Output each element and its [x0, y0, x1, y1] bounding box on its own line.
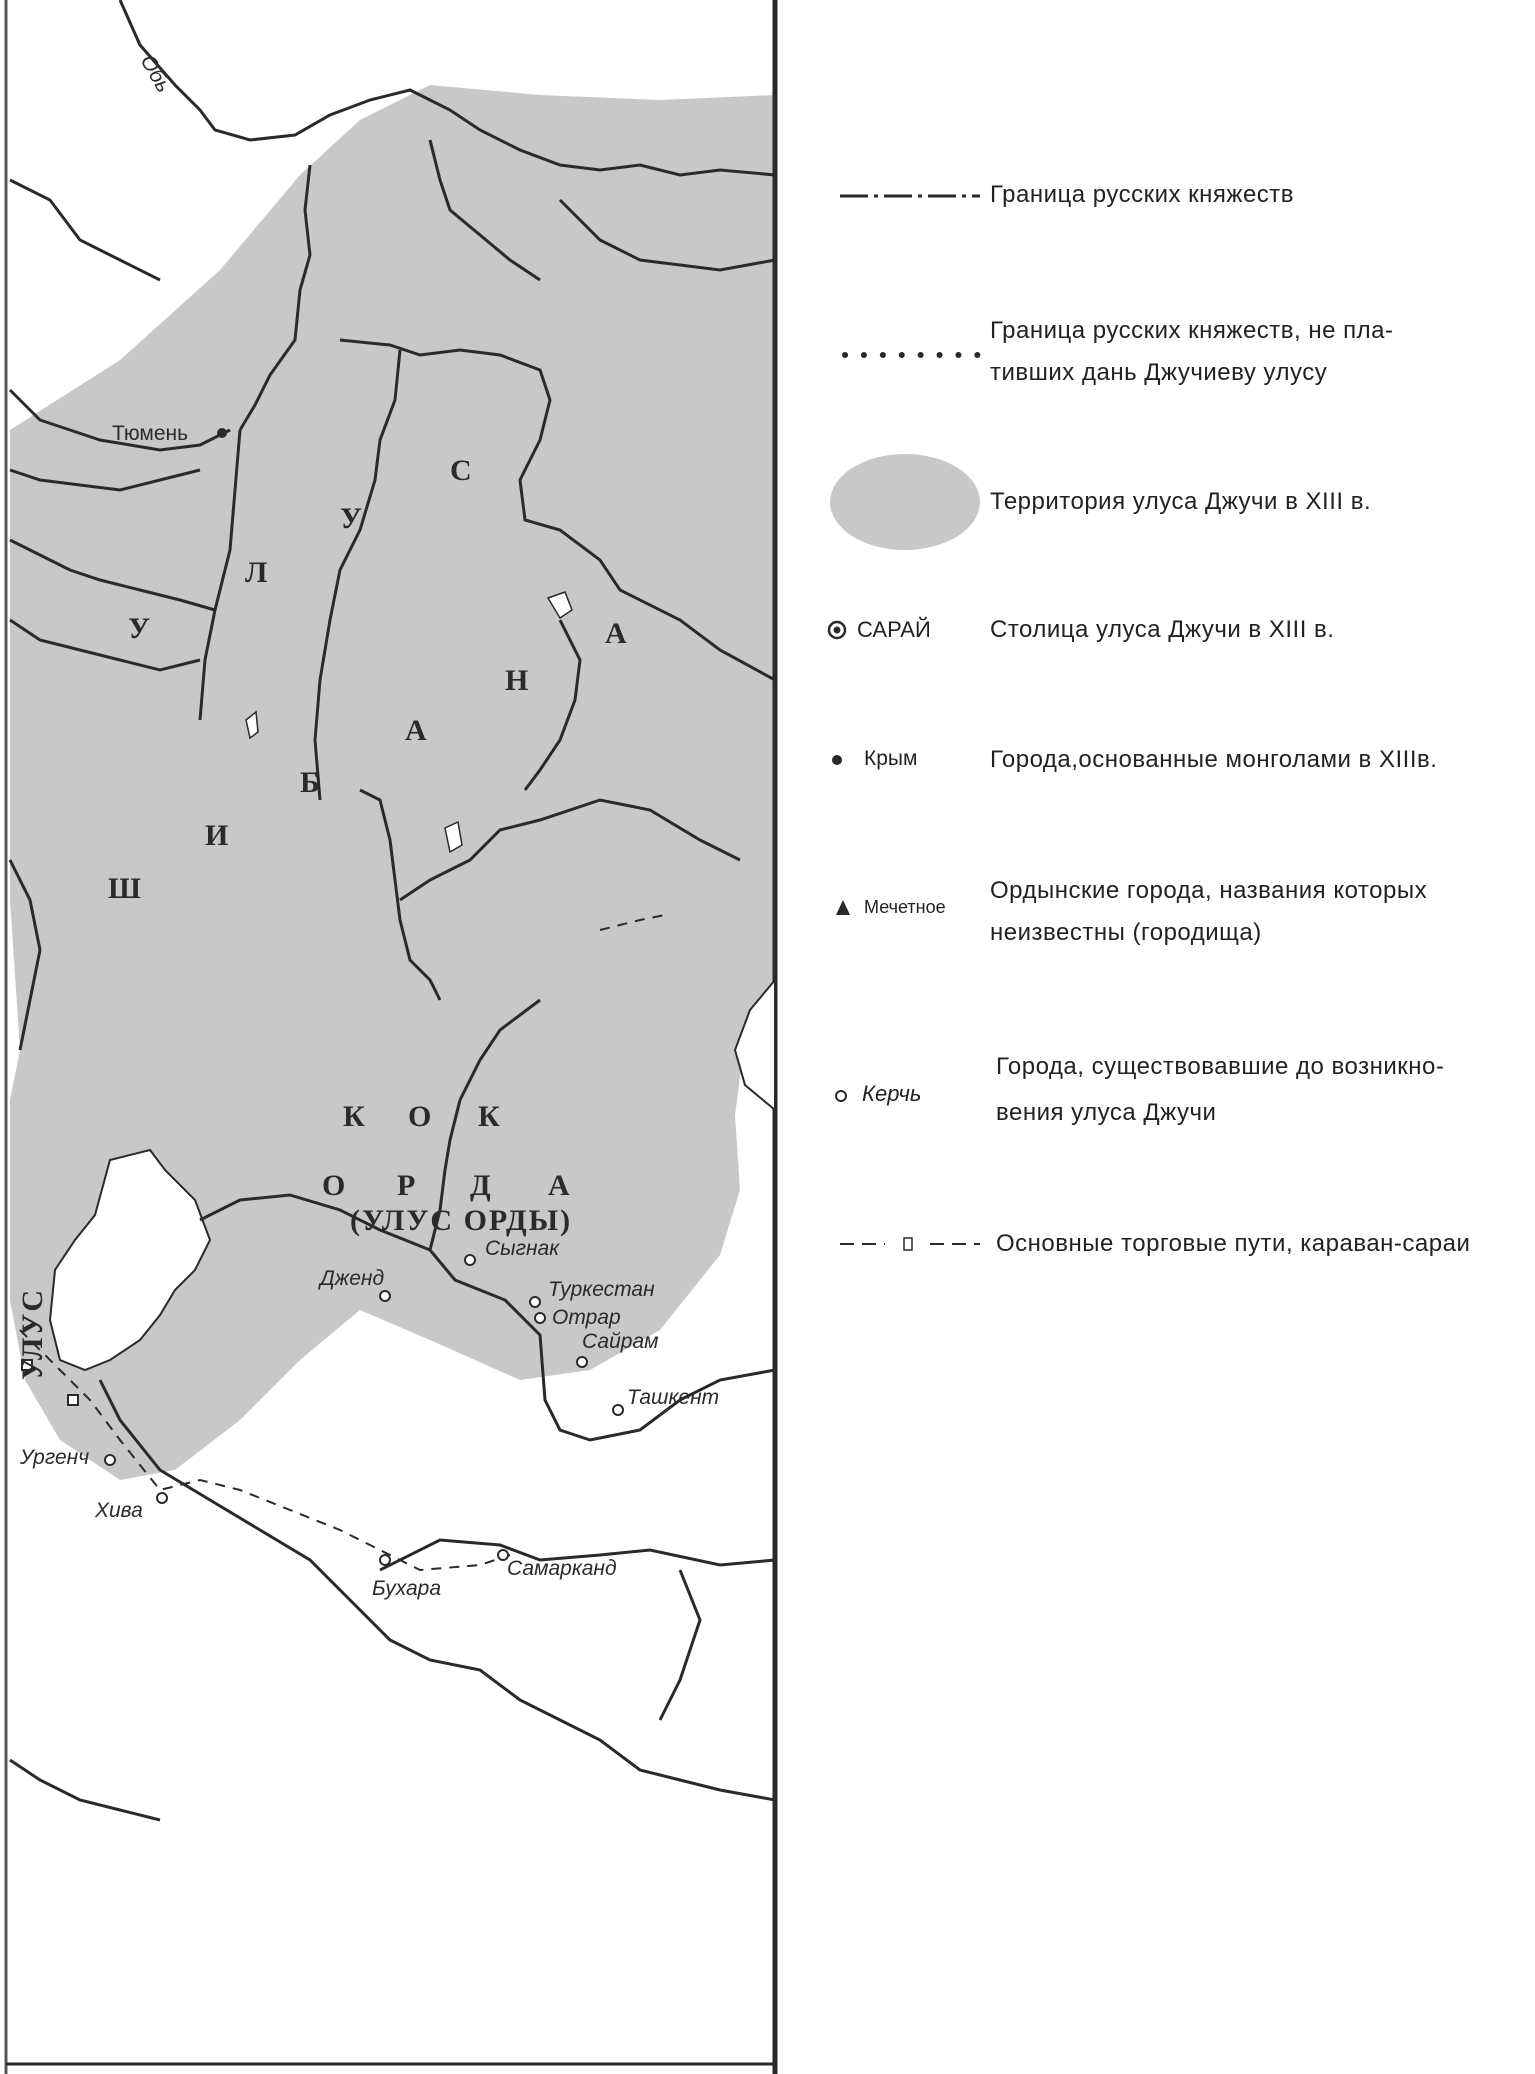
region-ulus-4: С — [450, 454, 474, 487]
region-shibana-6: А — [605, 617, 629, 650]
dzhend-marker — [380, 1291, 390, 1301]
capital-symbol — [820, 610, 990, 650]
tyumen-marker — [217, 428, 227, 438]
otrar-marker — [535, 1313, 545, 1323]
region-kok-2: О — [408, 1100, 434, 1133]
legend-text-territory: Территория улуса Джучи в XIII в. — [990, 488, 1372, 515]
urgench-marker — [105, 1455, 115, 1465]
city-label-bukhara: Бухара — [372, 1577, 442, 1600]
mongol-city-symbol — [820, 740, 990, 780]
trade-route-symbol — [840, 1224, 1010, 1264]
legend-text-border-free-2: тивших дань Джучиеву улусу — [990, 359, 1328, 386]
old-city-symbol — [820, 1074, 990, 1114]
legend-text-mongol-city: Города,основанные монголами в XIIIв. — [990, 746, 1438, 773]
old-city-symbol-label: Керчь — [862, 1081, 922, 1106]
region-orda-3: Д — [470, 1169, 493, 1202]
triangle-marker-icon — [831, 888, 855, 928]
legend-text-old-city-2: вения улуса Джучи — [996, 1099, 1217, 1126]
region-edge-ulus: УЛУС — [16, 1287, 49, 1380]
horde-city-symbol — [820, 888, 990, 928]
river-west-6 — [10, 180, 160, 280]
dot-marker-icon — [825, 740, 849, 780]
border-symbol — [820, 176, 990, 216]
turkestan-marker — [530, 1297, 540, 1307]
legend — [800, 0, 1535, 2074]
capital-symbol-label: САРАЙ — [857, 617, 931, 642]
city-label-otrar: Отрар — [552, 1306, 621, 1329]
region-ulus-1: У — [128, 612, 153, 645]
legend-text-border: Граница русских княжеств — [990, 181, 1295, 208]
dotted-border-symbol — [820, 335, 990, 375]
city-label-samarkand: Самарканд — [507, 1557, 617, 1580]
legend-text-trade: Основные торговые пути, караван-сараи — [996, 1230, 1471, 1257]
tashkent-marker — [613, 1405, 623, 1415]
city-label-tyumen: Тюмень — [112, 422, 189, 445]
region-shibana-2: И — [205, 819, 231, 852]
city-label-sairam: Сайрам — [582, 1330, 659, 1353]
capital-marker-icon — [825, 610, 849, 650]
city-label-turkestan: Туркестан — [548, 1278, 655, 1301]
sairam-marker — [577, 1357, 587, 1367]
region-orda-1: О — [322, 1169, 348, 1202]
region-shibana-3: Б — [300, 766, 322, 799]
bukhara-marker — [380, 1555, 390, 1565]
ring-marker-icon — [829, 1074, 853, 1114]
river-label-ob: Обь — [135, 51, 176, 97]
city-label-urgench: Ургенч — [20, 1446, 90, 1469]
region-ulus-2: Л — [245, 556, 270, 589]
legend-text-capital: Столица улуса Джучи в XIII в. — [990, 616, 1335, 643]
legend-text-horde-city-1: Ордынские города, названия которых — [990, 877, 1428, 904]
khiva-marker — [157, 1493, 167, 1503]
legend-text-border-free-1: Граница русских княжеств, не пла- — [990, 317, 1394, 344]
legend-text-old-city-1: Города, существовавшие до возникно- — [996, 1053, 1445, 1080]
city-label-khiva: Хива — [95, 1499, 143, 1522]
region-orda-2: Р — [397, 1169, 418, 1202]
river-south-2 — [10, 1760, 160, 1820]
caravanserai-2 — [68, 1395, 78, 1405]
river-south-1 — [660, 1570, 700, 1720]
region-shibana-5: Н — [505, 664, 531, 697]
mongol-city-symbol-label: Крым — [864, 747, 918, 770]
region-shibana-1: Ш — [108, 872, 143, 905]
territory-swatch — [820, 452, 990, 552]
city-label-tashkent: Ташкент — [627, 1386, 720, 1409]
region-kok-3: К — [478, 1100, 502, 1133]
region-shibana-4: А — [405, 714, 429, 747]
region-ulus-3: У — [340, 502, 365, 535]
city-label-sygnak: Сыгнак — [485, 1237, 560, 1260]
region-orda-4: А — [548, 1169, 572, 1202]
horde-city-symbol-label: Мечетное — [864, 897, 946, 917]
region-ulus-ordy: (УЛУС ОРДЫ) — [350, 1204, 573, 1237]
city-label-dzhend: Дженд — [320, 1267, 385, 1290]
legend-text-horde-city-2: неизвестны (городища) — [990, 919, 1262, 946]
region-kok-1: К — [343, 1100, 367, 1133]
sygnak-marker — [465, 1255, 475, 1265]
